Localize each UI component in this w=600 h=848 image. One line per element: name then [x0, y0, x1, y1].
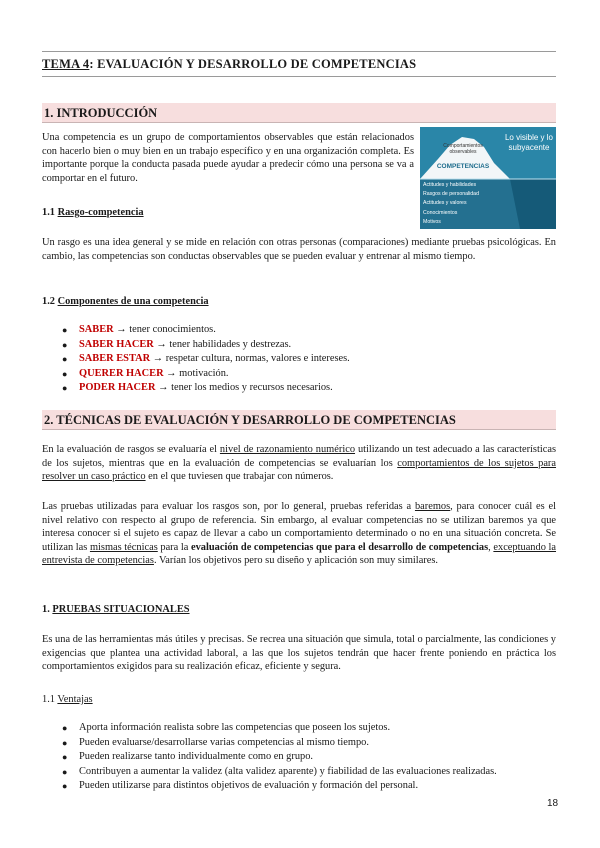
tecnicas-paragraph-1: [42, 443, 556, 484]
iceberg-row: Actitudes y habilidades: [423, 182, 477, 188]
bullet-icon: ●: [62, 723, 68, 733]
iceberg-top-title: Lo visible y lo subyacente: [504, 133, 554, 152]
list-item: [62, 721, 497, 736]
component-text: → tener conocimientos.: [113, 324, 216, 335]
advantage-text: Contribuyen a aumentar la validez (alta validez aparente) y fiabilidad de las evaluaciones realizadas.: [79, 765, 497, 777]
bullet-icon: ●: [62, 339, 68, 350]
subheading-title: Rasgo-competencia: [57, 207, 144, 218]
bullet-icon: ●: [62, 325, 68, 335]
underlined-text: comportamientos de los sujetos para resolver un caso práctico: [42, 457, 557, 483]
advantage-text: Pueden utilizarse para distintos objetivos de evaluación y formación del personal.: [79, 780, 419, 791]
iceberg-row: Actitudes y valores: [423, 200, 467, 207]
component-key: SABER ESTAR: [79, 353, 151, 364]
list-item: [62, 338, 350, 353]
advantage-text: Pueden evaluarse/desarrollarse varias competencias al mismo tiempo.: [79, 736, 369, 748]
bullet-icon: ●: [62, 368, 68, 379]
list-item: [62, 367, 350, 382]
underlined-text: nivel de razonamiento numérico: [219, 444, 356, 455]
subheading-number: 1.1: [42, 207, 58, 218]
text-run: ,: [488, 541, 494, 553]
component-text: → respetar cultura, normas, valores e intereses.: [150, 353, 350, 364]
bullet-icon: ●: [62, 737, 68, 748]
advantages-list: [62, 721, 497, 794]
subheading-ventajas: [42, 694, 93, 705]
component-text: → tener habilidades y destrezas.: [153, 338, 292, 350]
subheading-number: 1.1: [42, 694, 58, 705]
rasgo-paragraph: Un rasgo es una idea general y se mide en relación con otras personas (comparaciones) mediante pruebas psicológicas. En cambio, las competencias son conductas observables que se pueden evaluar y entrenar al mismo tiempo.: [42, 237, 556, 262]
subheading-rasgo-competencia: [42, 207, 144, 218]
advantage-text: Pueden realizarse tanto individualmente como en grupo.: [79, 751, 314, 762]
intro-paragraph: Una competencia es un grupo de comportamientos observables que están relacionados con hacerlo bien o muy bien en un trabajo específico y en una organización completa. Es importante porque la conducta pasada puede ayudar a predecir cómo una persona se va a comportar en el futuro.: [42, 132, 414, 184]
component-text: → motivación.: [163, 367, 229, 379]
subheading-number: 1.2: [42, 296, 58, 307]
underlined-text: exceptuando la entrevista de competencias: [42, 541, 557, 567]
underlined-text: mismas técnicas: [89, 541, 158, 553]
subheading-title: Componentes de una competencia: [57, 296, 209, 307]
list-item: [62, 750, 497, 765]
bullet-icon: ●: [62, 781, 68, 791]
text-run: Las pruebas utilizadas para evaluar los rasgos son, por lo general, pruebas referidas a: [42, 501, 415, 512]
iceberg-row: Conocimientos: [423, 209, 458, 216]
subheading-componentes: [42, 296, 209, 307]
text-run: En la evaluación de rasgos se evaluaría el: [42, 444, 220, 455]
bullet-icon: ●: [62, 752, 68, 762]
page-title: [42, 57, 556, 72]
component-key: PODER HACER: [79, 382, 156, 393]
iceberg-peak-text: Comportamientos observables: [443, 143, 483, 155]
iceberg-row: Motivos: [423, 218, 441, 225]
text-run: para la: [157, 541, 191, 553]
iceberg-peak-label: COMPETENCIAS: [436, 163, 490, 170]
list-item: [62, 736, 497, 751]
list-item: [62, 352, 350, 367]
subheading-pruebas-situacionales: [42, 604, 190, 615]
bullet-icon: ●: [62, 766, 68, 777]
iceberg-rows: [423, 181, 553, 227]
advantage-text: Aporta información realista sobre las competencias que poseen los sujetos.: [79, 722, 391, 733]
list-item: [62, 779, 497, 794]
text-run: . Varían los objetivos pero su diseño y aplicación son muy similares.: [153, 555, 439, 567]
section-heading-intro: 1. INTRODUCCIÓN: [42, 103, 556, 123]
underlined-text: baremos: [414, 501, 451, 512]
component-key: SABER: [79, 324, 114, 335]
list-item: [62, 765, 497, 780]
title-text: : EVALUACIÓN Y DESARROLLO DE COMPETENCIAS: [89, 57, 417, 71]
components-list: [62, 323, 350, 396]
section-heading-tecnicas: 2. TÉCNICAS DE EVALUACIÓN Y DESARROLLO DE COMPETENCIAS: [42, 410, 556, 430]
component-key: SABER HACER: [79, 338, 154, 350]
title-tema: TEMA 4: [42, 57, 90, 71]
bullet-icon: ●: [62, 383, 68, 393]
subheading-title: PRUEBAS SITUACIONALES: [52, 604, 190, 615]
header-rule-bottom: [42, 76, 556, 77]
page-number: 18: [547, 798, 559, 809]
component-text: → tener los medios y recursos necesarios.: [155, 382, 333, 393]
text-run: en el que tuviesen que trabajar con números.: [145, 471, 334, 483]
component-key: QUERER HACER: [79, 367, 164, 379]
situacionales-paragraph: Es una de las herramientas más útiles y precisas. Se recrea una situación que simula, total o parcialmente, las condiciones y exigencias que plantea una actividad laboral, a las que los sujetos tendrán que hacer frente poniendo en práctica los comportamientos exigidos para su realización eficaz, eficiente y segura.: [42, 634, 556, 673]
iceberg-image: [420, 127, 556, 229]
text-run: utilizando un test adecuado a las características de los sujetos, mientras que en la evaluación de competencias se evaluarían los: [42, 444, 556, 469]
iceberg-row: Rasgos de personalidad: [423, 191, 479, 198]
tecnicas-paragraph-2: [42, 500, 556, 568]
bold-text: evaluación de competencias que para el desarrollo de competencias: [190, 541, 489, 553]
list-item: [62, 381, 350, 396]
list-item: [62, 323, 350, 338]
text-run: , para conocer cuál es el nivel relativo con respecto al grupo de referencia. Sin embargo, al evaluar competencias no se utilizan baremos ya que interesa conocer si el sujeto es capaz de llevar a cabo un comportamiento determinado o no en una situación concreta. Se utilizan las: [42, 501, 556, 553]
subheading-number: 1.: [42, 604, 53, 615]
subheading-title: Ventajas: [57, 694, 93, 705]
bullet-icon: ●: [62, 354, 68, 364]
header-rule-top: [42, 51, 556, 52]
